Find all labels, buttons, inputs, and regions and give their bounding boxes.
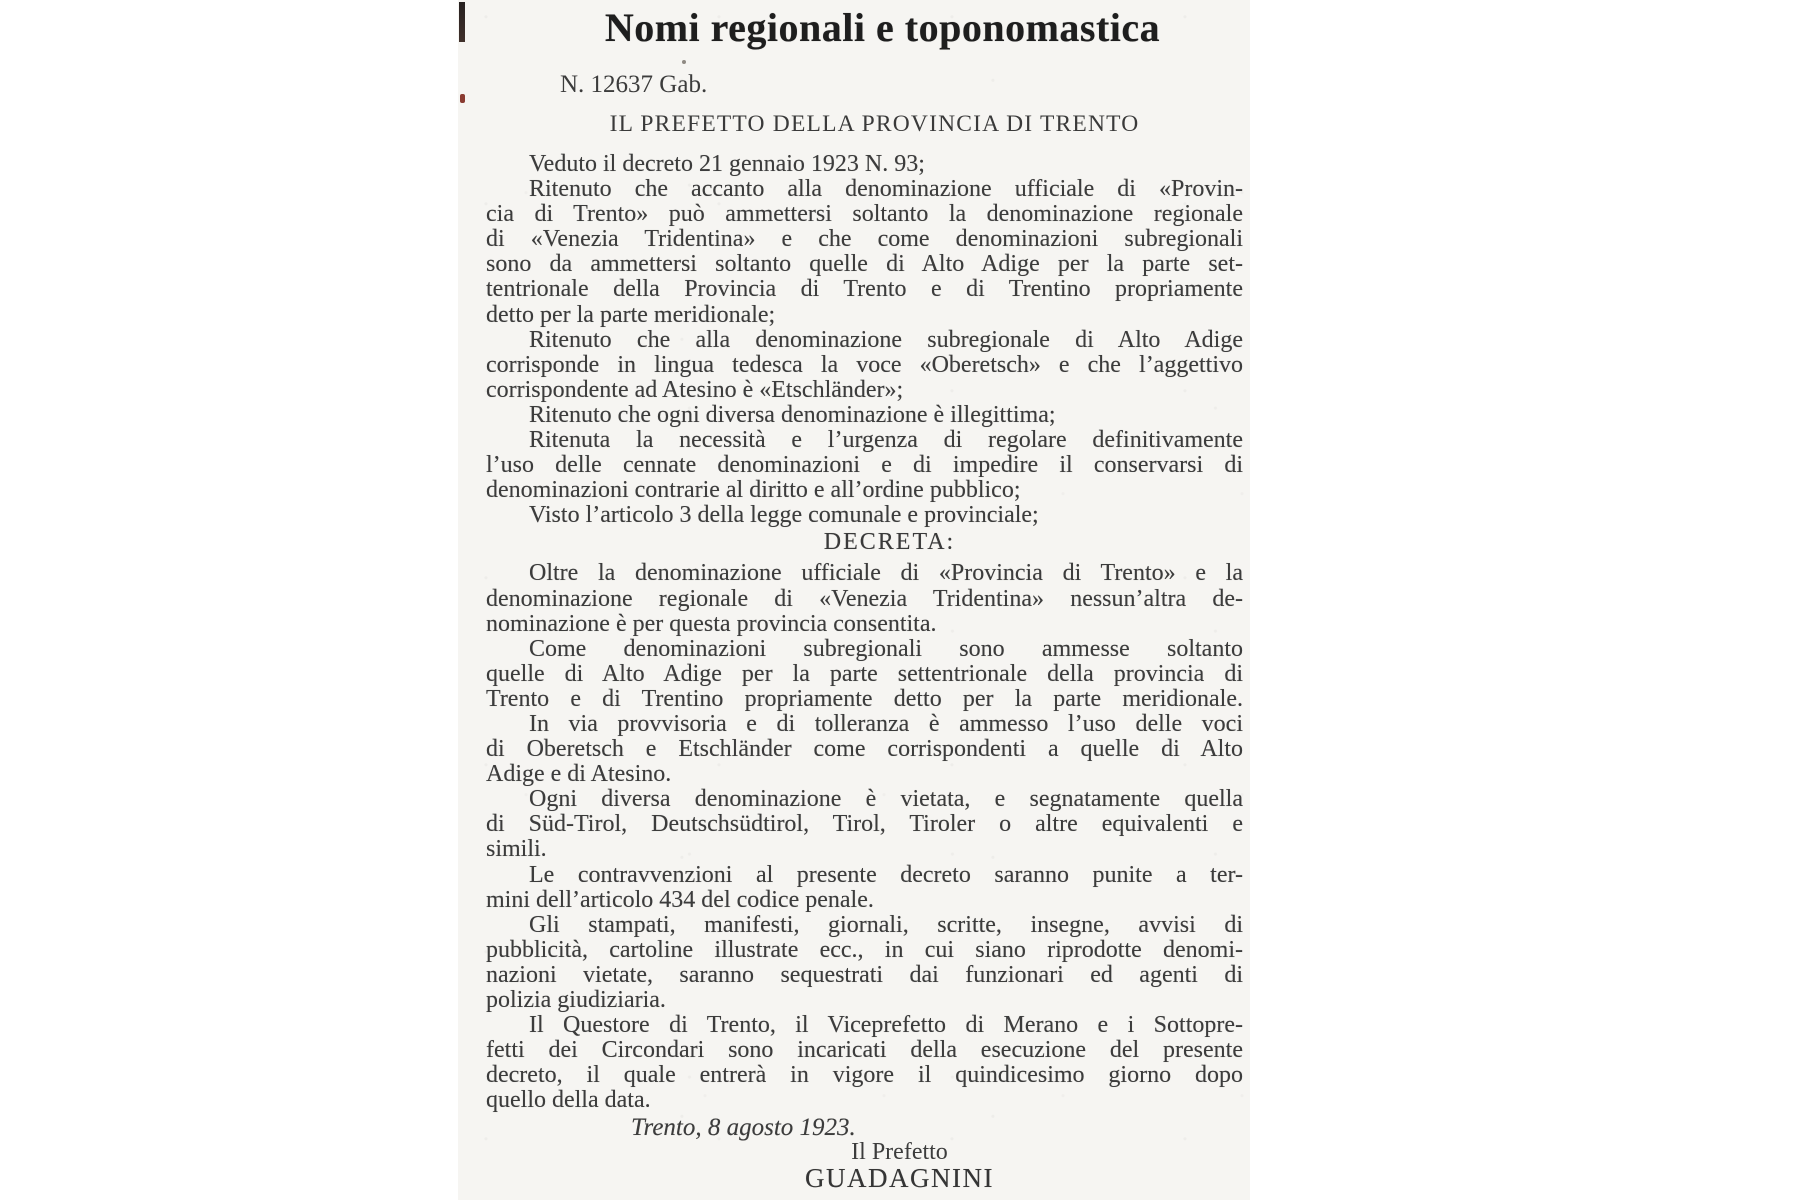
decree-line: quelle di Alto Adige per la parte settentrionale della provincia di bbox=[486, 660, 1243, 687]
preamble-line: tentrionale della Provincia di Trento e di Trentino propriamente bbox=[486, 276, 1243, 303]
scanned-clipping bbox=[458, 0, 1250, 1200]
preamble-line: di «Venezia Tridentina» e che come denominazioni subregionali bbox=[486, 226, 1243, 253]
decree-line: Le contravvenzioni al presente decreto saranno punite a ter- bbox=[529, 861, 1243, 888]
decree-line: fetti dei Circondari sono incaricati della esecuzione del presente bbox=[486, 1037, 1243, 1064]
decree-line: Trento e di Trentino propriamente detto per la parte meridionale. bbox=[486, 685, 1243, 712]
signature-block bbox=[521, 1139, 1278, 1194]
decree-line: decreto, il quale entrerà in vigore il quindicesimo giorno dopo bbox=[486, 1062, 1243, 1089]
decree-line: mini dell’articolo 434 del codice penale. bbox=[486, 886, 874, 913]
preamble-line: corrispondente ad Atesino è «Etschländer»; bbox=[486, 376, 904, 403]
decree-body bbox=[486, 151, 1243, 1194]
decree-line: nazioni vietate, saranno sequestrati dai funzionari ed agenti di bbox=[486, 961, 1243, 988]
decree-line: polizia giudiziaria. bbox=[486, 987, 666, 1013]
decree-line: nominazione è per questa provincia consentita. bbox=[486, 610, 937, 637]
decree-line: quello della data. bbox=[486, 1087, 651, 1114]
preamble-line: cia di Trento» può ammettersi soltanto la denominazione regionale bbox=[486, 201, 1243, 228]
decree-line: Il Questore di Trento, il Viceprefetto di Merano e i Sottopre- bbox=[529, 1012, 1243, 1039]
preamble-line: Ritenuto che ogni diversa denominazione è illegittima; bbox=[529, 401, 1056, 428]
preamble-line: Visto l’articolo 3 della legge comunale e provinciale; bbox=[529, 502, 1039, 529]
protocol-number: N. 12637 Gab. bbox=[560, 71, 708, 98]
preamble-line: corrisponde in lingua tedesca la voce «Oberetsch» e che l’aggettivo bbox=[486, 351, 1243, 378]
signature-role: Il Prefetto bbox=[851, 1139, 948, 1166]
decree-line: di Süd-Tirol, Deutschsüdtirol, Tirol, Tiroler o altre equivalenti e bbox=[486, 811, 1243, 838]
article-title: Nomi regionali e toponomastica bbox=[604, 5, 1161, 50]
decree-line: Oltre la denominazione ufficiale di «Provincia di Trento» e la bbox=[529, 560, 1243, 587]
decree-line: Adige e di Atesino. bbox=[486, 761, 672, 788]
decree-line: denominazione regionale di «Venezia Tridentina» nessun’altra de- bbox=[486, 585, 1243, 612]
preamble-line: sono da ammettersi soltanto quelle di Alto Adige per la parte set- bbox=[486, 251, 1243, 278]
decree-heading: DECRETA: bbox=[823, 529, 956, 556]
issuer-heading: IL PREFETTO DELLA PROVINCIA DI TRENTO bbox=[609, 111, 1140, 137]
preamble-line: denominazioni contrarie al diritto e all’ordine pubblico; bbox=[486, 477, 1021, 504]
preamble-line: detto per la parte meridionale; bbox=[486, 301, 776, 328]
decree-line: Come denominazioni subregionali sono ammesse soltanto bbox=[529, 635, 1243, 662]
decree-line: Gli stampati, manifesti, giornali, scritte, insegne, avvisi di bbox=[529, 911, 1243, 938]
preamble-line: l’uso delle cennate denominazioni e di impedire il conservarsi di bbox=[486, 452, 1243, 479]
decree-line: Ogni diversa denominazione è vietata, e segnatamente quella bbox=[529, 786, 1243, 813]
preamble-line: Ritenuto che accanto alla denominazione ufficiale di «Provin- bbox=[529, 176, 1243, 203]
scan-edge-artifact bbox=[459, 2, 465, 42]
preamble-line: Veduto il decreto 21 gennaio 1923 N. 93; bbox=[529, 151, 925, 177]
preamble-line: Ritenuta la necessità e l’urgenza di regolare definitivamente bbox=[529, 427, 1243, 454]
scan-dust-speck bbox=[682, 60, 686, 64]
decree-line: di Oberetsch e Etschländer come corrispondenti a quelle di Alto bbox=[486, 736, 1243, 763]
decree-line: In via provvisoria e di tolleranza è ammesso l’uso delle voci bbox=[529, 710, 1243, 737]
scan-red-speck bbox=[460, 94, 465, 103]
decree-line: pubblicità, cartoline illustrate ecc., in cui siano riprodotte denomi- bbox=[486, 936, 1243, 963]
signature-name: GUADAGNINI bbox=[805, 1163, 994, 1194]
preamble-line: Ritenuto che alla denominazione subregionale di Alto Adige bbox=[529, 326, 1243, 353]
dateline: Trento, 8 agosto 1923. bbox=[631, 1114, 856, 1142]
decree-line: simili. bbox=[486, 836, 547, 863]
